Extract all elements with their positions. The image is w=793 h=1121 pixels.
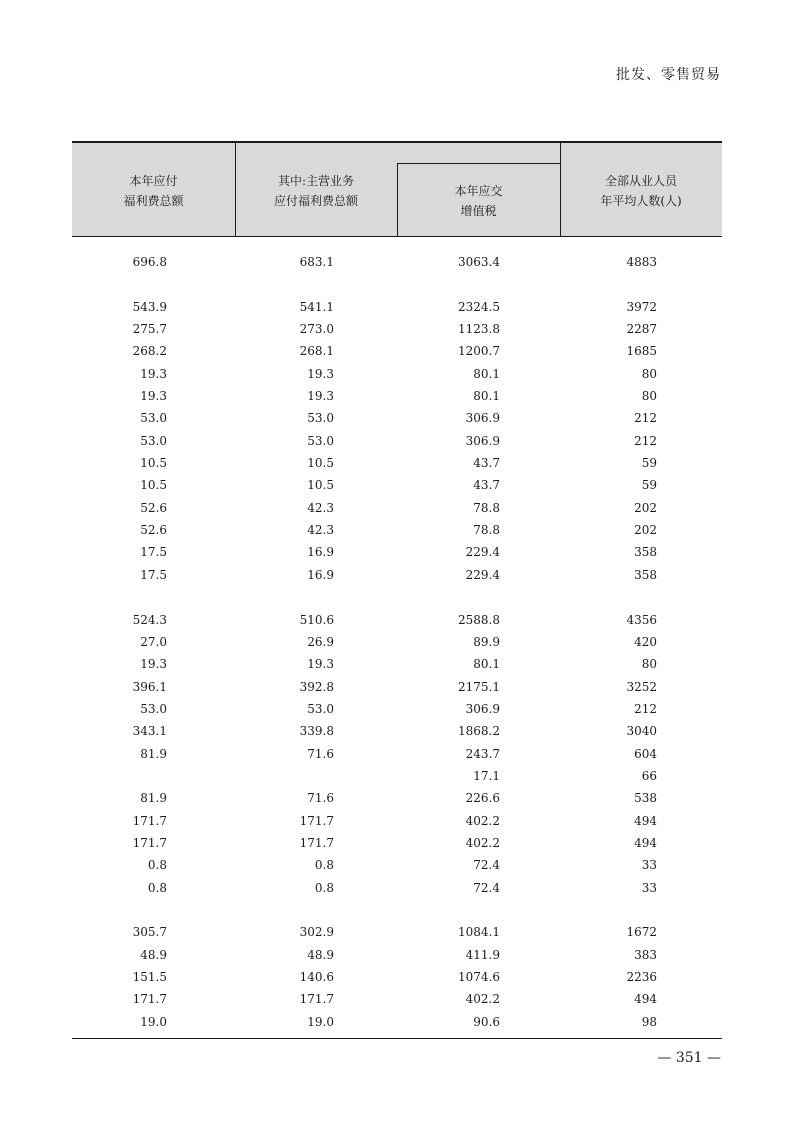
table-cell: 524.3 — [132, 612, 167, 627]
table-row — [72, 609, 722, 631]
bottom-rule — [72, 1038, 722, 1039]
table-row — [72, 631, 722, 653]
table-cell: 1868.2 — [458, 724, 500, 739]
table-row — [72, 921, 722, 943]
table-cell: 72.4 — [473, 858, 500, 873]
table-cell: 0.8 — [147, 858, 167, 873]
table-row — [72, 810, 722, 832]
column-header-welfare-total — [72, 171, 235, 211]
table-row — [72, 854, 722, 876]
table-cell: 80 — [641, 366, 657, 381]
column-header-line: 本年应付 — [129, 174, 178, 188]
table-cell: 402.2 — [465, 992, 500, 1007]
table-cell: 26.9 — [307, 634, 334, 649]
table-cell: 1672 — [626, 925, 657, 940]
table-row — [72, 564, 722, 586]
table-cell: 273.0 — [299, 322, 334, 337]
table-cell: 3040 — [626, 724, 657, 739]
table-cell: 19.3 — [307, 657, 334, 672]
table-cell: 52.6 — [140, 523, 167, 538]
table-cell: 48.9 — [140, 947, 167, 962]
table-cell: 16.9 — [307, 567, 334, 582]
table-cell: 1084.1 — [458, 925, 500, 940]
table-cell: 19.3 — [140, 366, 167, 381]
column-header-main-business-welfare — [235, 171, 397, 211]
spacer-row — [72, 273, 722, 295]
table-cell: 42.3 — [307, 523, 334, 538]
column-header-line: 其中:主营业务 — [277, 174, 355, 188]
table-cell: 89.9 — [473, 634, 500, 649]
table-cell: 80 — [641, 389, 657, 404]
table-cell: 306.9 — [465, 701, 500, 716]
column-header-vat-payable — [397, 181, 560, 221]
table-cell: 52.6 — [140, 500, 167, 515]
table-row — [72, 430, 722, 452]
table-row — [72, 497, 722, 519]
table-row — [72, 340, 722, 362]
table-cell: 43.7 — [473, 456, 500, 471]
column-header-line: 本年应交 — [454, 184, 503, 198]
column-header-line: 年平均人数(人) — [600, 194, 682, 208]
table-cell: 90.6 — [473, 1014, 500, 1029]
table-cell: 10.5 — [140, 478, 167, 493]
table-row — [72, 698, 722, 720]
table-row — [72, 363, 722, 385]
column-header-line: 增值税 — [460, 204, 497, 218]
table-cell: 19.0 — [140, 1014, 167, 1029]
table-cell: 71.6 — [307, 746, 334, 761]
table-row — [72, 787, 722, 809]
table-cell: 53.0 — [307, 411, 334, 426]
table-cell: 494 — [634, 835, 657, 850]
table-cell: 411.9 — [465, 947, 500, 962]
table-cell: 0.8 — [314, 880, 334, 895]
table-row — [72, 407, 722, 429]
table-cell: 19.3 — [307, 389, 334, 404]
table-cell: 59 — [641, 456, 657, 471]
table-cell: 171.7 — [132, 813, 167, 828]
table-cell: 383 — [634, 947, 657, 962]
spacer-row — [72, 586, 722, 608]
table-row — [72, 519, 722, 541]
table-cell: 683.1 — [299, 255, 334, 269]
table-cell: 19.3 — [140, 389, 167, 404]
table-cell: 226.6 — [465, 791, 500, 806]
table-cell: 396.1 — [132, 679, 167, 694]
column-header-line: 福利费总额 — [123, 194, 184, 208]
table-row — [72, 474, 722, 496]
table-row — [72, 743, 722, 765]
table-cell: 358 — [634, 567, 657, 582]
table-cell: 171.7 — [299, 992, 334, 1007]
table-cell: 53.0 — [307, 433, 334, 448]
table-cell: 33 — [641, 880, 657, 895]
table-cell: 494 — [634, 813, 657, 828]
table-cell: 10.5 — [307, 456, 334, 471]
table-cell: 140.6 — [299, 970, 334, 984]
table-cell: 1685 — [626, 344, 657, 359]
table-cell: 1074.6 — [458, 970, 500, 984]
table-cell: 392.8 — [299, 679, 334, 694]
column-header-line: 全部从业人员 — [604, 174, 677, 188]
table-cell: 171.7 — [299, 813, 334, 828]
table-row — [72, 1011, 722, 1033]
table-cell: 17.5 — [140, 567, 167, 582]
table-cell: 494 — [634, 992, 657, 1007]
table-cell: 78.8 — [473, 500, 500, 515]
table-cell: 202 — [634, 500, 657, 515]
table-cell: 81.9 — [140, 791, 167, 806]
table-cell: 268.1 — [299, 344, 334, 359]
table-cell: 66 — [641, 768, 657, 783]
table-cell: 72.4 — [473, 880, 500, 895]
table-cell: 2175.1 — [458, 679, 500, 694]
table-cell: 541.1 — [299, 299, 334, 314]
table-cell: 19.3 — [307, 366, 334, 381]
table-cell: 3063.4 — [458, 255, 500, 269]
table-cell: 171.7 — [132, 992, 167, 1007]
table-cell: 0.8 — [314, 858, 334, 873]
table-cell: 59 — [641, 478, 657, 493]
table-row — [72, 966, 722, 988]
table-cell: 2324.5 — [458, 299, 500, 314]
table-cell: 212 — [634, 433, 657, 448]
table-cell: 53.0 — [140, 411, 167, 426]
table-cell: 80.1 — [473, 389, 500, 404]
table-cell: 53.0 — [140, 433, 167, 448]
table-cell: 3252 — [626, 679, 657, 694]
table-cell: 151.5 — [132, 970, 167, 984]
table-cell: 43.7 — [473, 478, 500, 493]
table-cell: 343.1 — [132, 724, 167, 739]
table-cell: 538 — [634, 791, 657, 806]
table-cell: 0.8 — [147, 880, 167, 895]
table-cell: 17.1 — [473, 768, 500, 783]
table-cell: 53.0 — [307, 701, 334, 716]
table-cell: 10.5 — [140, 456, 167, 471]
table-cell: 27.0 — [140, 634, 167, 649]
table-cell: 10.5 — [307, 478, 334, 493]
table-cell: 80.1 — [473, 657, 500, 672]
table-cell: 275.7 — [132, 322, 167, 337]
table-cell: 202 — [634, 523, 657, 538]
page-number: — 351 — — [657, 1050, 721, 1066]
table-row — [72, 251, 722, 273]
table-row — [72, 541, 722, 563]
table-cell: 2236 — [626, 970, 657, 984]
table-row — [72, 988, 722, 1010]
table-cell: 268.2 — [132, 344, 167, 359]
running-title: 批发、零售贸易 — [616, 67, 721, 83]
table-cell: 420 — [634, 634, 657, 649]
table-cell: 229.4 — [465, 545, 500, 560]
table-cell: 19.0 — [307, 1014, 334, 1029]
table-cell: 302.9 — [299, 925, 334, 940]
table-cell: 80 — [641, 657, 657, 672]
table-header — [72, 141, 722, 237]
table-cell: 19.3 — [140, 657, 167, 672]
table-cell: 16.9 — [307, 545, 334, 560]
spacer-row — [72, 899, 722, 921]
table-cell: 243.7 — [465, 746, 500, 761]
table-cell: 1200.7 — [458, 344, 500, 359]
table-cell: 604 — [634, 746, 657, 761]
table-row — [72, 877, 722, 899]
table-cell: 171.7 — [299, 835, 334, 850]
table-cell: 306.9 — [465, 411, 500, 426]
table-cell: 402.2 — [465, 813, 500, 828]
table-row — [72, 832, 722, 854]
table-cell: 171.7 — [132, 835, 167, 850]
table-cell: 4356 — [626, 612, 657, 627]
table-cell: 98 — [641, 1014, 657, 1029]
table-row — [72, 452, 722, 474]
table-cell: 53.0 — [140, 701, 167, 716]
table-cell: 696.8 — [132, 255, 167, 269]
table-cell: 229.4 — [465, 567, 500, 582]
table-cell: 17.5 — [140, 545, 167, 560]
table-row — [72, 765, 722, 787]
table-cell: 305.7 — [132, 925, 167, 940]
table-cell: 33 — [641, 858, 657, 873]
table-row — [72, 944, 722, 966]
table-cell: 306.9 — [465, 433, 500, 448]
table-cell: 80.1 — [473, 366, 500, 381]
table-row — [72, 385, 722, 407]
table-cell: 71.6 — [307, 791, 334, 806]
column-header-line: 应付福利费总额 — [273, 194, 358, 208]
table-cell: 358 — [634, 545, 657, 560]
table-cell: 48.9 — [307, 947, 334, 962]
table-row — [72, 720, 722, 742]
table-cell: 1123.8 — [458, 322, 500, 337]
table-cell: 78.8 — [473, 523, 500, 538]
table-cell: 42.3 — [307, 500, 334, 515]
table-row — [72, 653, 722, 675]
table-cell: 3972 — [626, 299, 657, 314]
table-row — [72, 296, 722, 318]
table-row — [72, 676, 722, 698]
table-cell: 510.6 — [299, 612, 334, 627]
table-cell: 402.2 — [465, 835, 500, 850]
table-row — [72, 318, 722, 340]
table-cell: 2287 — [626, 322, 657, 337]
table-cell: 543.9 — [132, 299, 167, 314]
table-cell: 2588.8 — [458, 612, 500, 627]
column-header-employees — [560, 171, 722, 211]
table-cell: 81.9 — [140, 746, 167, 761]
table-body — [72, 237, 722, 1033]
table-cell: 339.8 — [299, 724, 334, 739]
header-split-line — [397, 163, 560, 164]
table-cell: 212 — [634, 701, 657, 716]
data-table — [72, 141, 722, 1033]
table-cell: 4883 — [626, 255, 657, 269]
table-cell: 212 — [634, 411, 657, 426]
